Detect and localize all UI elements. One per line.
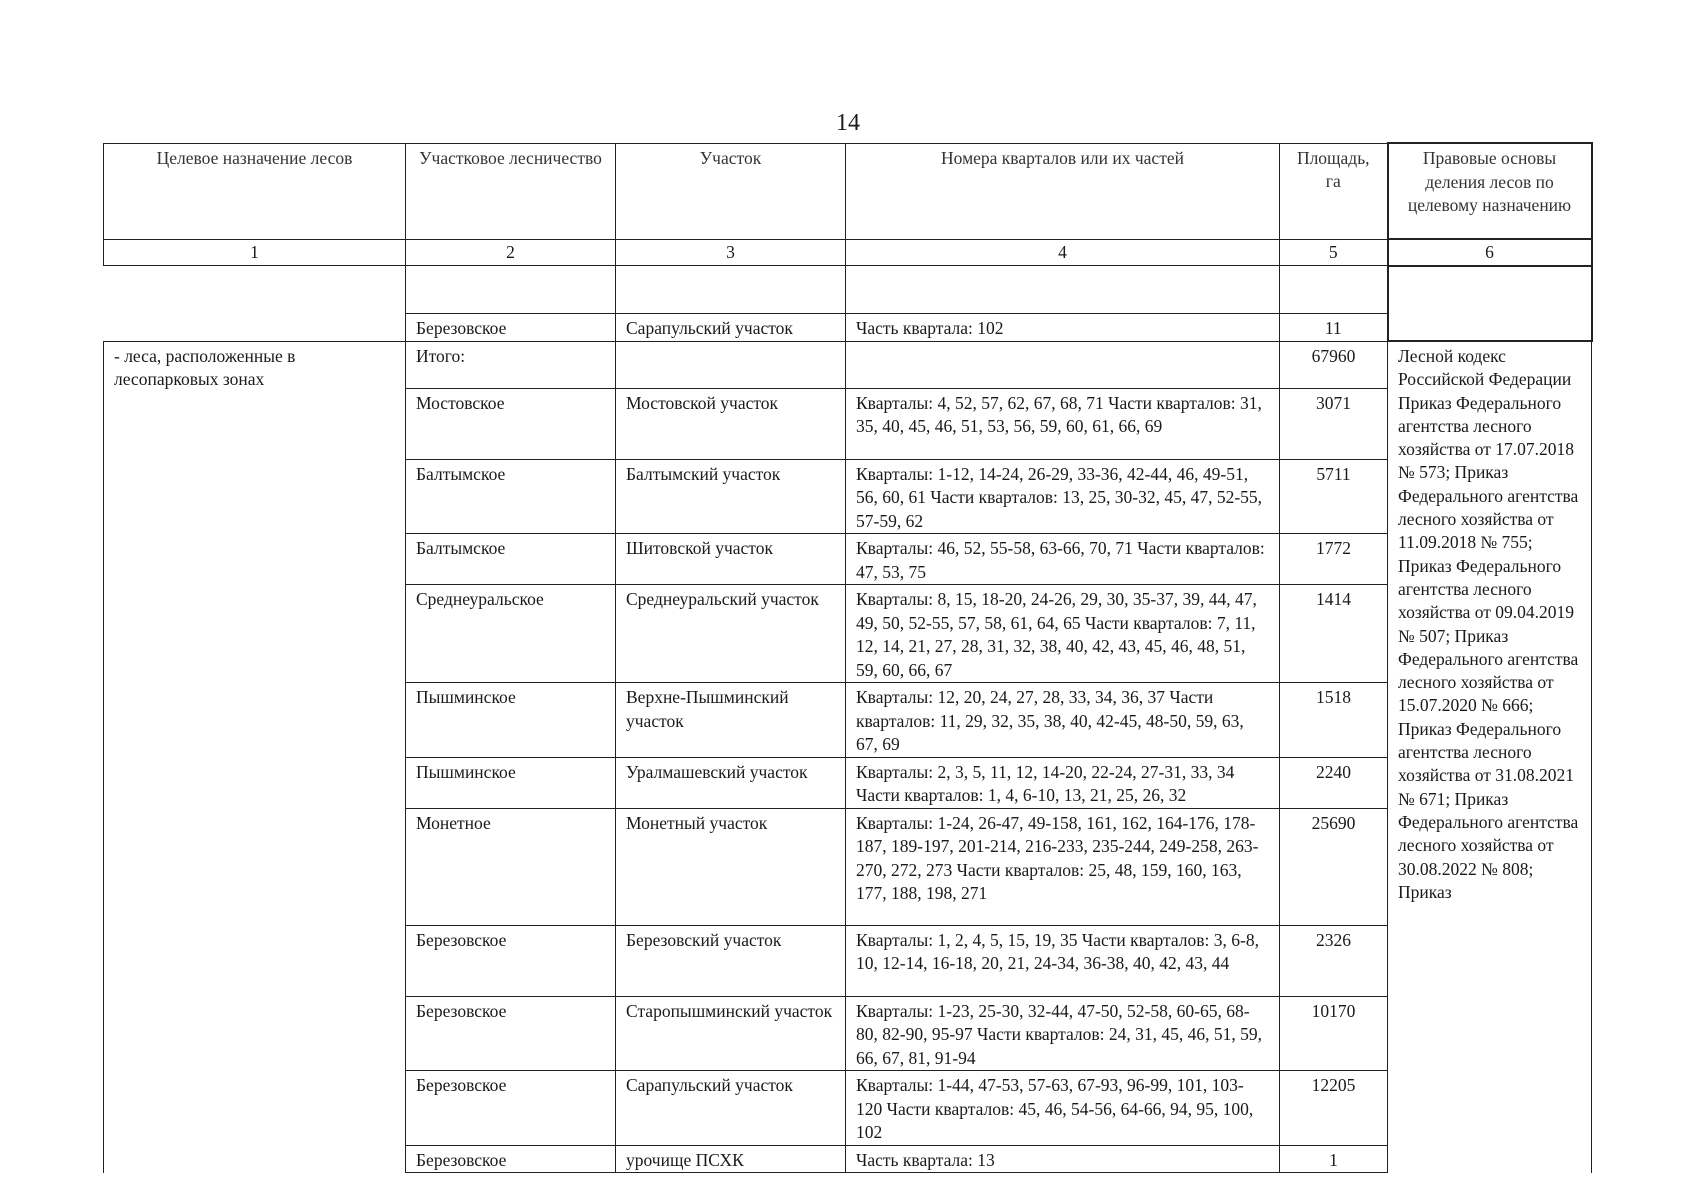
- area-cell: 11: [1280, 314, 1388, 342]
- column-number: 4: [846, 239, 1280, 266]
- quarters-cell: Кварталы: 1-24, 26-47, 49-158, 161, 162, 164-176, 178-187, 189-197, 201-214, 216-233, 235-244, 249-258, 263-270, 272, 273 Части кварталов: 25, 48, 159, 160, 163, 177, 188, 198, 271: [846, 808, 1280, 925]
- area-cell: 2240: [1280, 757, 1388, 808]
- plot-cell: Мостовской участок: [616, 388, 846, 459]
- plot-cell: Березовский участок: [616, 925, 846, 996]
- forestry-cell: Березовское: [406, 1145, 616, 1173]
- blank-cell: [1280, 266, 1388, 314]
- column-number: 3: [616, 239, 846, 266]
- header-row: [104, 143, 1592, 239]
- plot-cell: Уралмашевский участок: [616, 757, 846, 808]
- legal-basis-cell: Лесной кодекс Российской Федерации Приказ Федерального агентства лесного хозяйства от 17.07.2018 № 573; Приказ Федерального агентства лесного хозяйства от 11.09.2018 № 755; Приказ Федерального агентства лесного хозяйства от 09.04.2019 № 507; Приказ Федерального агентства лесного хозяйства от 15.07.2020 № 666; Приказ Федерального агентства лесного хозяйства от 31.08.2021 № 671; Приказ Федерального агентства лесного хозяйства от 30.08.2022 № 808; Приказ: [1388, 341, 1592, 1173]
- blank-cell: [406, 266, 616, 314]
- blank-cell: [104, 266, 406, 342]
- column-number: 6: [1388, 239, 1592, 266]
- blank-cell: [616, 266, 846, 314]
- plot-cell: урочище ПСХК: [616, 1145, 846, 1173]
- forestry-cell: Монетное: [406, 808, 616, 925]
- blank-cell: [1388, 266, 1592, 342]
- column-number-row: [104, 239, 1592, 266]
- page-number: 14: [836, 110, 860, 136]
- area-cell: 1772: [1280, 534, 1388, 585]
- column-number: 5: [1280, 239, 1388, 266]
- forestry-cell: Мостовское: [406, 388, 616, 459]
- total-area: 67960: [1280, 341, 1388, 388]
- area-cell: 25690: [1280, 808, 1388, 925]
- area-cell: 1414: [1280, 585, 1388, 683]
- forestry-cell: Пышминское: [406, 683, 616, 758]
- header-legal-basis: Правовые основы деления лесов по целевому назначению: [1388, 143, 1592, 239]
- plot-cell: Сарапульский участок: [616, 314, 846, 342]
- forestry-cell: Березовское: [406, 996, 616, 1071]
- area-cell: 3071: [1280, 388, 1388, 459]
- quarters-cell: Кварталы: 1-23, 25-30, 32-44, 47-50, 52-58, 60-65, 68-80, 82-90, 95-97 Части кварталов: 24, 31, 45, 46, 51, 59, 66, 67, 81, 91-94: [846, 996, 1280, 1071]
- blank-cell: [846, 341, 1280, 388]
- header-quarters: Номера кварталов или их частей: [846, 143, 1280, 239]
- forest-purpose-table: [103, 142, 1593, 1173]
- plot-cell: Верхне-Пышминский участок: [616, 683, 846, 758]
- plot-cell: Старопышминский участок: [616, 996, 846, 1071]
- quarters-cell: Кварталы: 2, 3, 5, 11, 12, 14-20, 22-24, 27-31, 33, 34 Части кварталов: 1, 4, 6-10, 13, 21, 25, 26, 32: [846, 757, 1280, 808]
- area-cell: 10170: [1280, 996, 1388, 1071]
- area-cell: 5711: [1280, 459, 1388, 534]
- total-label: Итого:: [406, 341, 616, 388]
- area-cell: 2326: [1280, 925, 1388, 996]
- quarters-cell: Кварталы: 1-44, 47-53, 57-63, 67-93, 96-99, 101, 103-120 Части кварталов: 45, 46, 54-56, 64-66, 94, 95, 100, 102: [846, 1071, 1280, 1146]
- forestry-cell: Балтымское: [406, 459, 616, 534]
- quarters-cell: Кварталы: 8, 15, 18-20, 24-26, 29, 30, 35-37, 39, 44, 47, 49, 50, 52-55, 57, 58, 61, 64, 65 Части кварталов: 7, 11, 12, 14, 21, 27, 28, 31, 32, 38, 40, 42, 43, 45, 46, 48, 51, 59, 60, 66, 67: [846, 585, 1280, 683]
- column-number: 1: [104, 239, 406, 266]
- plot-cell: Монетный участок: [616, 808, 846, 925]
- quarters-cell: Кварталы: 12, 20, 24, 27, 28, 33, 34, 36, 37 Части кварталов: 11, 29, 32, 35, 38, 40, 42-45, 48-50, 59, 63, 67, 69: [846, 683, 1280, 758]
- blank-cell: [846, 266, 1280, 314]
- quarters-cell: Часть квартала: 13: [846, 1145, 1280, 1173]
- forestry-cell: Березовское: [406, 1071, 616, 1146]
- blank-cell: [616, 341, 846, 388]
- header-forestry: Участковое лесничество: [406, 143, 616, 239]
- quarters-cell: Кварталы: 1, 2, 4, 5, 15, 19, 35 Части кварталов: 3, 6-8, 10, 12-14, 16-18, 20, 21, 24-34, 36-38, 40, 42, 43, 44: [846, 925, 1280, 996]
- forestry-cell: Пышминское: [406, 757, 616, 808]
- plot-cell: Балтымский участок: [616, 459, 846, 534]
- purpose-cell: - леса, расположенные в лесопарковых зонах: [104, 341, 406, 1173]
- column-number: 2: [406, 239, 616, 266]
- quarters-cell: Кварталы: 1-12, 14-24, 26-29, 33-36, 42-44, 46, 49-51, 56, 60, 61 Части кварталов: 13, 25, 30-32, 45, 47, 52-55, 57-59, 62: [846, 459, 1280, 534]
- forestry-cell: Березовское: [406, 925, 616, 996]
- header-purpose: Целевое назначение лесов: [104, 143, 406, 239]
- quarters-cell: Кварталы: 46, 52, 55-58, 63-66, 70, 71 Части кварталов: 47, 53, 75: [846, 534, 1280, 585]
- forestry-cell: Среднеуральское: [406, 585, 616, 683]
- quarters-cell: Часть квартала: 102: [846, 314, 1280, 342]
- plot-cell: Шитовской участок: [616, 534, 846, 585]
- area-cell: 1: [1280, 1145, 1388, 1173]
- header-plot: Участок: [616, 143, 846, 239]
- plot-cell: Среднеуральский участок: [616, 585, 846, 683]
- forestry-cell: Березовское: [406, 314, 616, 342]
- spacer-row: [104, 266, 1592, 314]
- area-cell: 12205: [1280, 1071, 1388, 1146]
- forestry-cell: Балтымское: [406, 534, 616, 585]
- total-row: [104, 341, 1592, 388]
- area-cell: 1518: [1280, 683, 1388, 758]
- header-area: Площадь, га: [1280, 143, 1388, 239]
- plot-cell: Сарапульский участок: [616, 1071, 846, 1146]
- quarters-cell: Кварталы: 4, 52, 57, 62, 67, 68, 71 Части кварталов: 31, 35, 40, 45, 46, 51, 53, 56, 59, 60, 61, 66, 69: [846, 388, 1280, 459]
